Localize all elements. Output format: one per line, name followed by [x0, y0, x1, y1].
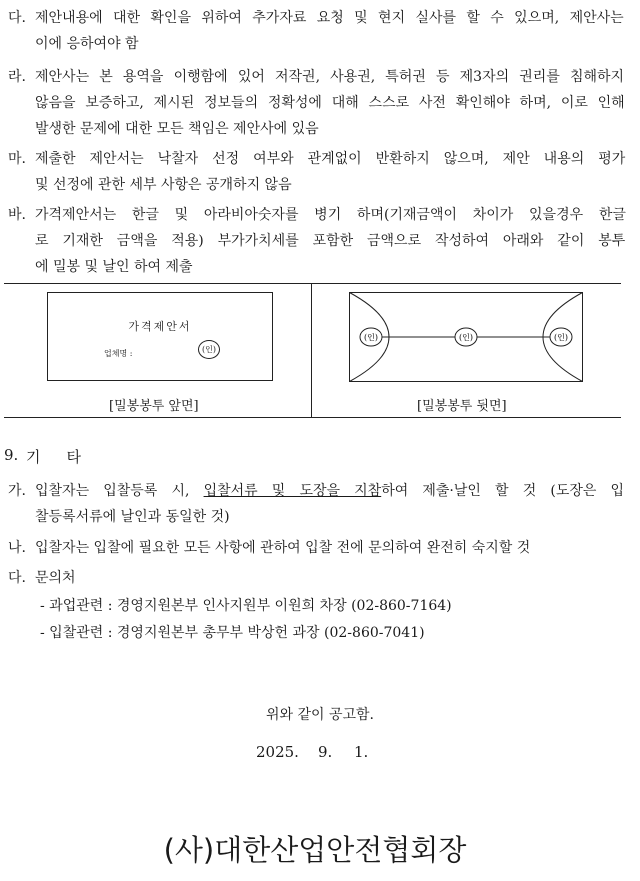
- item-text-line: 이에 응하여야 함: [35, 36, 139, 52]
- item-text-line: 가격제안서는 한글 및 아라비아숫자를 병기 하며(기재금액이 차이가 있을경우 한글: [35, 207, 626, 223]
- section9-item-ga: [8, 478, 630, 530]
- section-title: 기타: [26, 448, 107, 466]
- item-label: 나.: [8, 540, 26, 556]
- item-label: 라.: [8, 69, 26, 85]
- envelope-back: [349, 292, 583, 382]
- item-text-line: 입찰자는 입찰에 필요한 모든 사항에 관하여 입찰 전에 문의하여 완전히 숙지할 것: [35, 540, 531, 556]
- item-text-line: 찰등록서류에 날인과 동일한 것): [35, 509, 230, 525]
- envelope-front-title: 가격제안서: [128, 320, 192, 333]
- underlined-text: 입찰서류 및 도장을 지참: [203, 483, 382, 499]
- item-text-line: 제안사는 본 용역을 이행함에 있어 저작권, 사용권, 특허권 등 제3자의 권리를 침해하지: [35, 69, 625, 85]
- text-run: 하여 제출·날인 할 것 (도장은 입: [381, 483, 625, 499]
- item-label: 다.: [8, 570, 26, 586]
- date-year: 2025.: [256, 743, 299, 761]
- seal-mark: (인): [459, 333, 473, 342]
- item-label: 바.: [8, 207, 26, 223]
- envelope-front-caption: [밀봉봉투 앞면]: [109, 399, 199, 414]
- date-month: 9.: [318, 743, 333, 761]
- organization-name: (사)대한산업안전협회장: [163, 833, 467, 867]
- item-text-line: 발생한 문제에 대한 모든 책임은 제안사에 있음: [35, 121, 319, 137]
- date-day: 1.: [354, 743, 369, 761]
- seal-mark: (인): [364, 333, 378, 342]
- envelope-back-caption: [밀봉봉투 뒷면]: [417, 399, 507, 414]
- section-number: 9.: [4, 446, 19, 464]
- envelope-front: [47, 292, 273, 381]
- closing-statement: 위와 같이 공고함.: [265, 707, 375, 723]
- item-ra: [8, 64, 630, 142]
- item-text-line: 제안내용에 대한 확인을 위하여 추가자료 요청 및 현지 실사를 할 수 있으며, 제안사는: [35, 10, 624, 26]
- item-label: 다.: [8, 10, 26, 26]
- contact-line: - 입찰관련 : 경영지원본부 총무부 박상헌 과장 (02-860-7041): [40, 625, 425, 641]
- item-label: 가.: [8, 483, 26, 499]
- section9-item-da: [8, 565, 630, 591]
- item-text-line: 않음을 보증하고, 제시된 정보들의 정확성에 대해 스스로 사전 확인해야 하며, 이로 인해: [35, 95, 625, 111]
- envelope-table: [4, 283, 621, 418]
- section9-item-na: [8, 535, 630, 561]
- item-text-line: 제출한 제안서는 낙찰자 선정 여부와 관계없이 반환하지 않으며, 제안 내용의 평가: [35, 151, 626, 167]
- item-text-line: 및 선정에 관한 세부 사항은 공개하지 않음: [35, 177, 292, 193]
- item-text-line: 로 기재한 금액을 적용) 부가가치세를 포함한 금액으로 작성하여 아래와 같이 봉투: [35, 233, 626, 249]
- text-run: 입찰자는 입찰등록 시,: [35, 483, 204, 499]
- item-text-line: 에 밀봉 및 날인 하여 제출: [35, 259, 193, 275]
- table-divider: [311, 284, 312, 417]
- seal-mark: (인): [198, 340, 220, 359]
- item-text-line: [35, 478, 630, 504]
- item-label: 마.: [8, 151, 26, 167]
- seal-mark: (인): [554, 333, 568, 342]
- item-ba: [8, 202, 630, 280]
- item-ma: [8, 146, 630, 198]
- item-text-line: 문의처: [35, 570, 76, 586]
- envelope-company-label: 업체명 :: [104, 349, 133, 358]
- item-da-top: [8, 5, 630, 57]
- contact-line: - 과업관련 : 경영지원본부 인사지원부 이원희 차장 (02-860-7164): [40, 598, 452, 614]
